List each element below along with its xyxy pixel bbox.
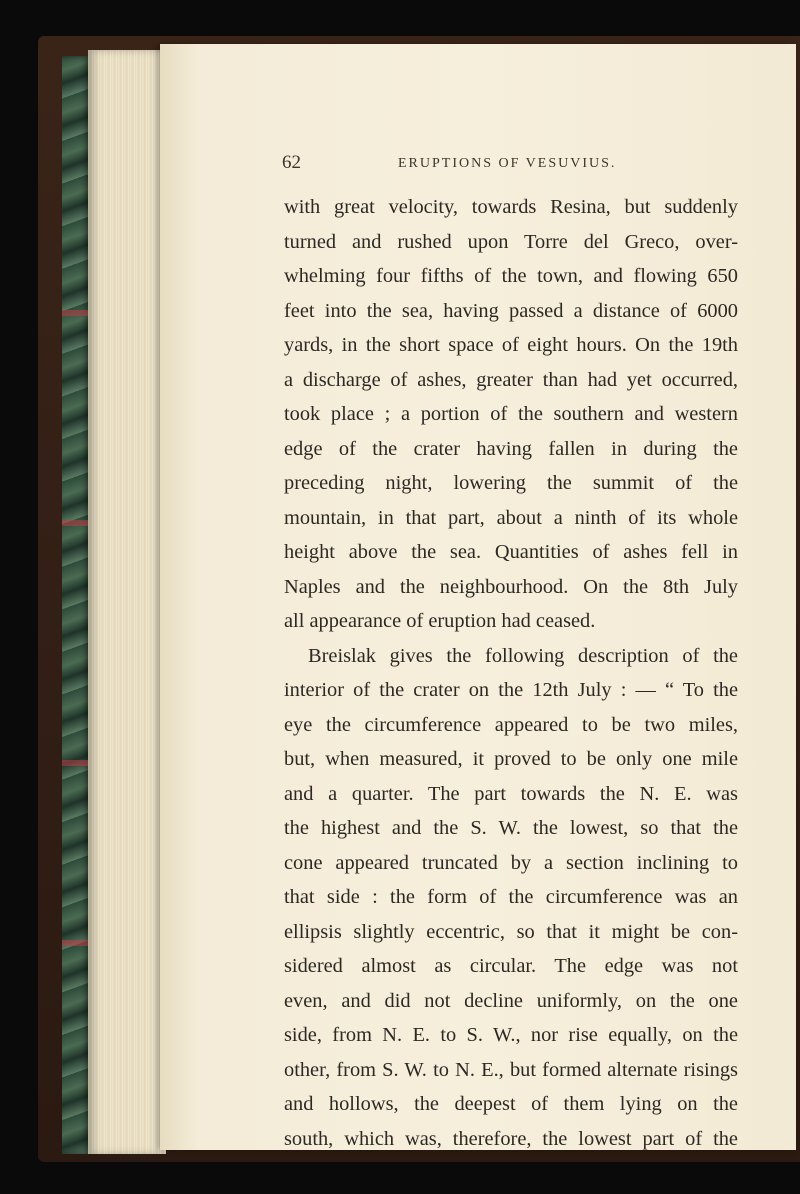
text-line: height above the sea. Quantities of ashes fell in — [284, 541, 738, 563]
text-line: side, from N. E. to S. W., nor rise equally, on the — [284, 1024, 738, 1046]
marble-streak — [62, 940, 90, 946]
text-line: feet into the sea, having passed a distance of 6000 — [284, 299, 738, 322]
page-edges — [88, 50, 166, 1154]
text-line: cone appeared truncated by a section inclining to — [284, 851, 738, 874]
text-line: but, when measured, it proved to be only one mile — [284, 748, 738, 770]
marble-streak — [62, 760, 90, 766]
running-head — [282, 152, 762, 178]
text-line: with great velocity, towards Resina, but suddenly — [284, 196, 738, 218]
body-text — [284, 190, 738, 1156]
text-line: a discharge of ashes, greater than had yet occurred, — [284, 368, 738, 391]
text-line: edge of the crater having fallen in during the — [284, 437, 738, 460]
text-line: preceding night, lowering the summit of the — [284, 472, 738, 494]
text-line: the highest and the S. W. the lowest, so that the — [284, 817, 738, 839]
text-line: other, from S. W. to N. E., but formed alternate risings — [284, 1058, 738, 1081]
text-line: and a quarter. The part towards the N. E. was — [284, 782, 738, 805]
text-line: yards, in the short space of eight hours. On the 19th — [284, 334, 738, 356]
marble-streak — [62, 520, 90, 526]
text-line: interior of the crater on the 12th July : — “ To the — [284, 679, 738, 701]
text-line: sidered almost as circular. The edge was not — [284, 955, 738, 977]
text-line: Naples and the neighbourhood. On the 8th July — [284, 575, 738, 598]
text-line: eye the circumference appeared to be two miles, — [284, 713, 738, 736]
text-line: took place ; a portion of the southern and western — [284, 403, 738, 425]
running-title: ERUPTIONS OF VESUVIUS. — [398, 156, 617, 171]
text-line: mountain, in that part, about a ninth of its whole — [284, 506, 738, 529]
text-line: even, and did not decline uniformly, on the one — [284, 989, 738, 1012]
text-line: turned and rushed upon Torre del Greco, over- — [284, 230, 738, 253]
text-line: that side : the form of the circumference was an — [284, 886, 738, 908]
text-line: ellipsis slightly eccentric, so that it might be con- — [284, 920, 738, 943]
text-line: and hollows, the deepest of them lying on the — [284, 1093, 738, 1115]
text-line: whelming four fifths of the town, and flowing 650 — [284, 265, 738, 287]
marble-streak — [62, 310, 90, 316]
text-line: south, which was, therefore, the lowest part of the — [284, 1127, 738, 1150]
page-number: 62 — [282, 152, 301, 173]
marbled-endpaper — [62, 56, 90, 1154]
text-line: Breislak gives the following description of the — [308, 644, 738, 667]
text-line: all appearance of eruption had ceased. — [284, 610, 596, 632]
